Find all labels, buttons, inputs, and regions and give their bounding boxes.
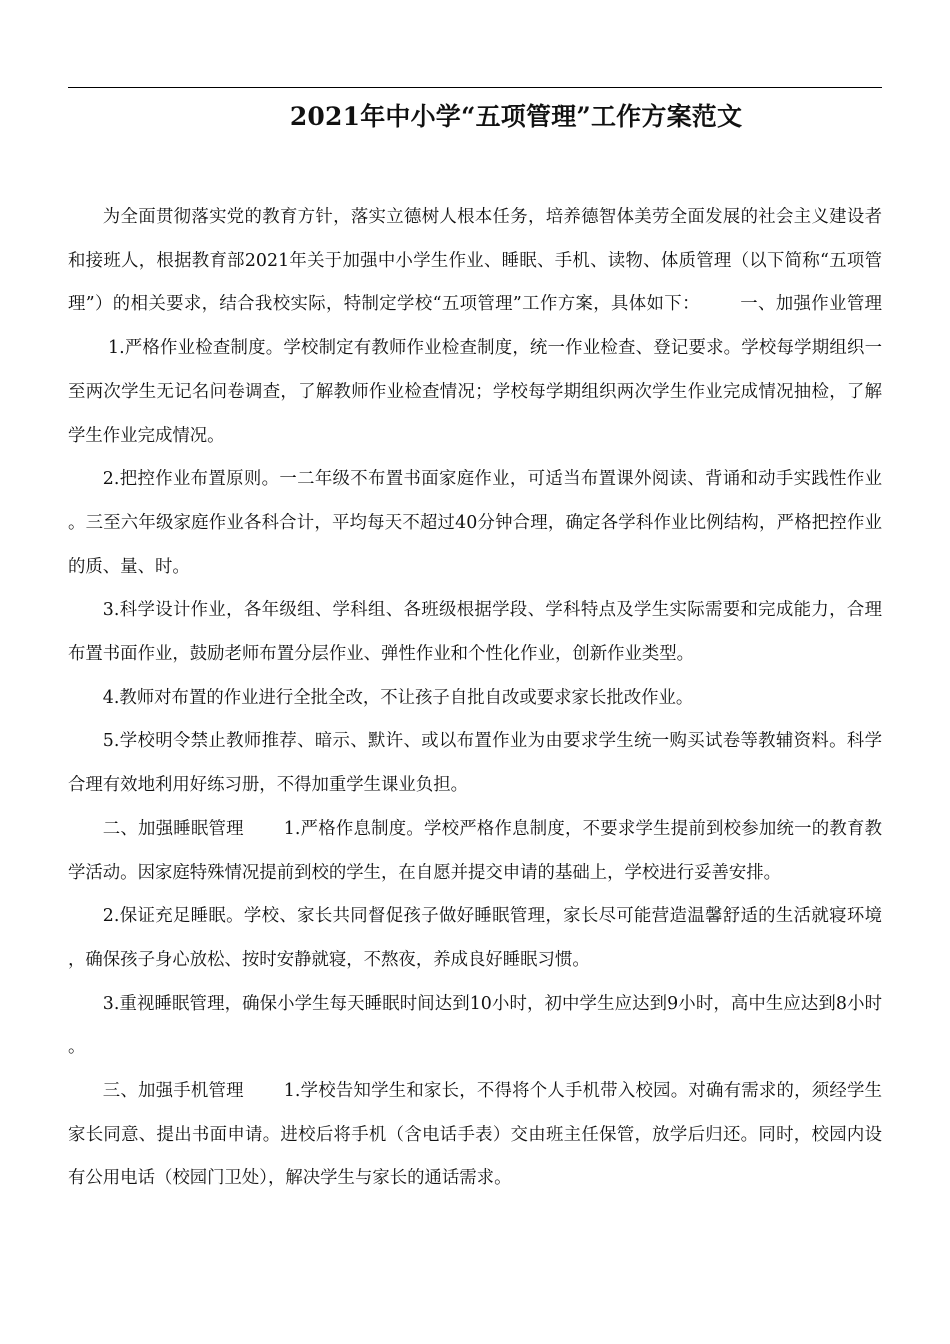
homework-item-5: 5.学校明令禁止教师推荐、暗示、默许、或以布置作业为由要求学生统一购买试卷等教辅资料。科学合理有效地利用好练习册，不得加重学生课业负担。 <box>68 731 882 796</box>
paragraph-homework-5 <box>68 720 882 807</box>
paragraph-sleep-1 <box>68 808 882 895</box>
paragraph-sleep-3 <box>68 983 882 1070</box>
paragraph-homework-3 <box>68 589 882 676</box>
sleep-item-1: 1.严格作息制度。学校严格作息制度，不要求学生提前到校参加统一的教育教学活动。因家庭特殊情况提前到校的学生，在自愿并提交申请的基础上，学校进行妥善安排。 <box>68 818 882 883</box>
homework-item-1: 1.严格作业检查制度。学校制定有教师作业检查制度，统一作业检查、登记要求。学校每学期组织一至两次学生无记名问卷调查，了解教师作业检查情况；学校每学期组织两次学生作业完成情况抽检，了解学生作业完成情况。 <box>68 338 882 446</box>
section-heading-homework: 一、加强作业管理 <box>739 294 882 315</box>
section-heading-sleep: 二、加强睡眠管理 <box>102 818 244 839</box>
section-heading-phone: 三、加强手机管理 <box>102 1081 244 1102</box>
phone-item-1: 1.学校告知学生和家长，不得将个人手机带入校园。对确有需求的，须经学生家长同意、提出书面申请。进校后将手机（含电话手表）交由班主任保管，放学后归还。同时，校园内设有公用电话（校园门卫处），解决学生与家长的通话需求。 <box>68 1081 882 1189</box>
homework-item-2: 2.把控作业布置原则。一二年级不布置书面家庭作业，可适当布置课外阅读、背诵和动手实践性作业。三至六年级家庭作业各科合计，平均每天不超过40分钟合理，确定各学科作业比例结构，严格把控作业的质、量、时。 <box>68 469 882 577</box>
paragraph-phone-1 <box>68 1070 882 1201</box>
header-rule <box>68 87 882 88</box>
paragraph-homework-4 <box>68 677 882 721</box>
paragraph-sleep-2 <box>68 895 882 982</box>
paragraph-intro <box>68 196 882 458</box>
document-body <box>68 196 882 1201</box>
homework-item-3: 3.科学设计作业，各年级组、学科组、各班级根据学段、学科特点及学生实际需要和完成能力，合理布置书面作业，鼓励老师布置分层作业、弹性作业和个性化作业，创新作业类型。 <box>68 600 882 665</box>
intro-text: 为全面贯彻落实党的教育方针，落实立德树人根本任务，培养德智体美劳全面发展的社会主义建设者和接班人，根据教育部2021年关于加强中小学生作业、睡眠、手机、读物、体质管理（以下简称“五项管理”）的相关要求，结合我校实际，特制定学校“五项管理”工作方案，具体如下： <box>68 207 882 315</box>
paragraph-homework-2 <box>68 458 882 589</box>
sleep-item-2: 2.保证充足睡眠。学校、家长共同督促孩子做好睡眠管理，家长尽可能营造温馨舒适的生活就寝环境，确保孩子身心放松、按时安静就寝，不熬夜，养成良好睡眠习惯。 <box>68 906 882 970</box>
document-title: 2021年中小学“五项管理”工作方案范文 <box>289 102 743 131</box>
sleep-item-3: 3.重视睡眠管理，确保小学生每天睡眠时间达到10小时，初中学生应达到9小时，高中生应达到8小时。 <box>68 993 882 1058</box>
homework-item-4: 4.教师对布置的作业进行全批全改，不让孩子自批自改或要求家长批改作业。 <box>102 687 694 708</box>
